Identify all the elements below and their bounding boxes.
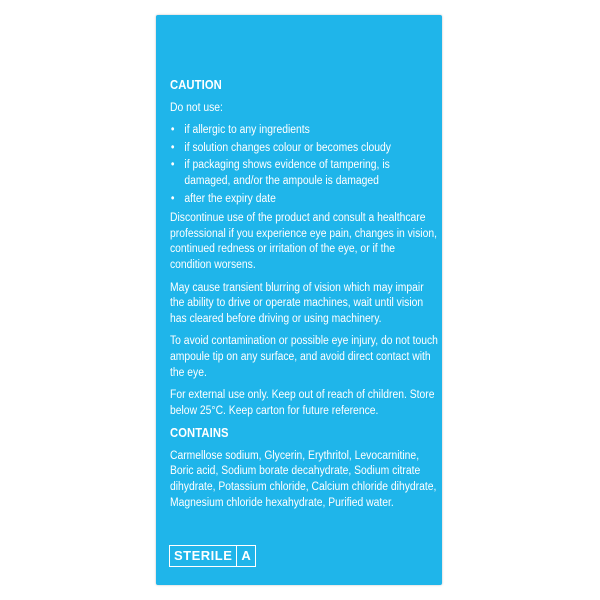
sterile-word: STERILE <box>170 546 237 566</box>
list-item: • if allergic to any ingredients <box>170 123 438 139</box>
bullet-icon: • <box>170 159 175 172</box>
sterile-a-symbol <box>169 545 256 567</box>
caution-list <box>170 123 438 207</box>
discontinue-paragraph: Discontinue use of the product and consult a healthcare professional if you experience eye pain, changes in vision, continued redness or irritation of the eye, or if the condition worsens. <box>170 212 437 271</box>
sterile-letter: A <box>241 548 251 563</box>
contains-heading: CONTAINS <box>170 426 229 441</box>
list-item: • after the expiry date <box>170 192 438 208</box>
storage-paragraph: For external use only. Keep out of reach of children. Store below 25°C. Keep carton for future reference. <box>170 389 435 417</box>
caution-intro: Do not use: <box>170 101 223 114</box>
contamination-paragraph: To avoid contamination or possible eye injury, do not touch ampoule tip on any surface, and avoid direct contact with the eye. <box>170 335 438 379</box>
label-text <box>170 78 438 518</box>
caution-heading: CAUTION <box>170 78 222 92</box>
ingredients-text: Carmellose sodium, Glycerin, Erythritol, Levocarnitine, Boric acid, Sodium borate decahydrate, Sodium citrate dihydrate, Potassium chloride, Calcium chloride dihydrate, Magnesium chloride hexahydrate, Purified water. <box>170 449 437 509</box>
list-item: • if packaging shows evidence of tampering, is damaged, and/or the ampoule is damaged <box>170 159 390 187</box>
bullet-icon: • <box>170 141 175 154</box>
bullet-icon: • <box>170 124 175 137</box>
list-item: • if solution changes colour or becomes cloudy <box>170 141 438 157</box>
bullet-icon: • <box>170 192 175 205</box>
blurring-paragraph: May cause transient blurring of vision which may impair the ability to drive or operate machines, wait until vision has cleared before driving or using machinery. <box>170 281 424 325</box>
